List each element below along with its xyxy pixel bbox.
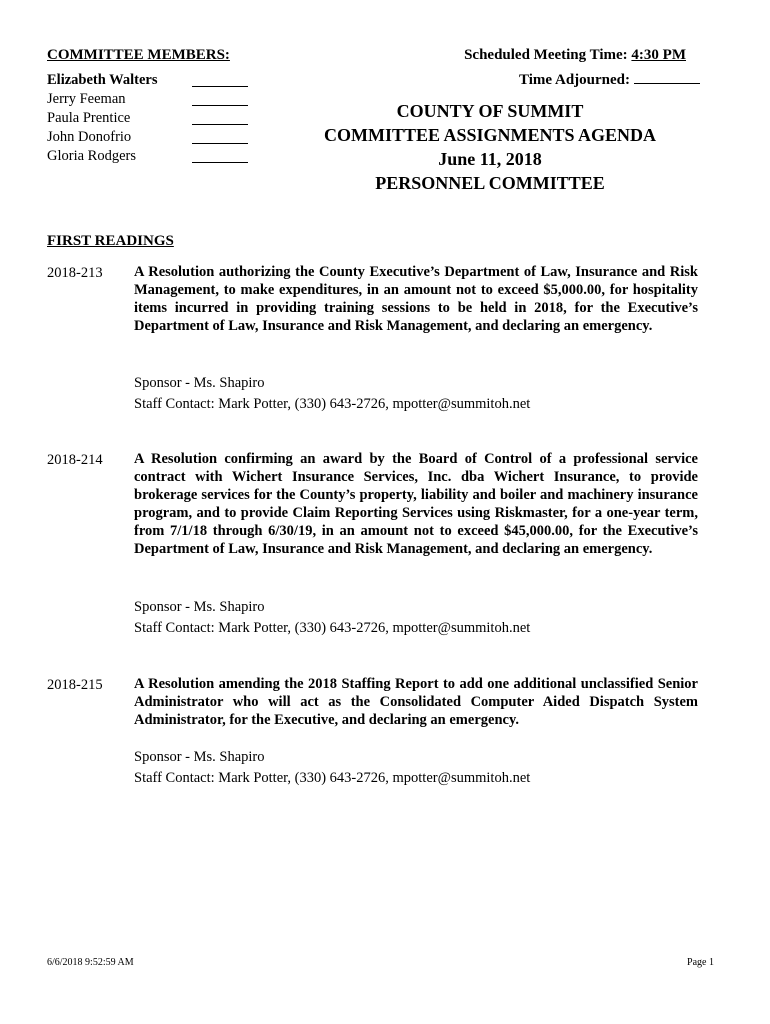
attendance-line [192, 124, 248, 125]
time-adjourned [519, 71, 700, 89]
resolution-text: A Resolution authorizing the County Executive’s Department of Law, Insurance and Risk Management, to make expenditures, in an amount not to exceed $5,000.00, for hospitality items incurred in providing training sessions to be held in 2018, for the Executive’s Department of Law, Insurance and Risk Management, and declaring an emergency. [134, 264, 698, 334]
attendance-line [192, 86, 248, 87]
resolution-sponsor-block [134, 747, 530, 789]
resolution-sponsor-block [134, 597, 530, 639]
attendance-line [192, 105, 248, 106]
resolution-text: A Resolution confirming an award by the Board of Control of a professional service contract with Wichert Insurance Services, Inc. dba Wichert Insurance, to provide brokerage services for the County’s property, liability and boiler and machinery insurance program, and to provide Claim Reporting Services using Riskmaster, for a one-year term, from 7/1/18 through 6/30/19, in an amount not to exceed $45,000.00, for the Executive’s Department of Law, Insurance and Risk Management, and declaring an emergency. [134, 451, 698, 557]
agenda-date: June 11, 2018 [438, 149, 542, 169]
member-name: Jerry Feeman [47, 91, 126, 107]
resolution-number: 2018-214 [47, 452, 103, 468]
member-row [47, 129, 257, 148]
attendance-line [192, 143, 248, 144]
page-number: Page 1 [687, 957, 714, 968]
meeting-time-value: 4:30 PM [631, 47, 686, 63]
member-name: Gloria Rodgers [47, 148, 136, 164]
committee-name: PERSONNEL COMMITTEE [375, 173, 605, 193]
committee-members-heading: COMMITTEE MEMBERS: [47, 47, 230, 63]
member-row [47, 72, 257, 91]
sponsor: Sponsor - Ms. Shapiro [134, 599, 265, 615]
member-name: Paula Prentice [47, 110, 131, 126]
county-name: COUNTY OF SUMMIT [396, 101, 584, 121]
scheduled-meeting-time [464, 47, 686, 64]
member-row [47, 110, 257, 129]
staff-contact: Staff Contact: Mark Potter, (330) 643-2726, mpotter@summitoh.net [134, 620, 531, 636]
member-row [47, 148, 257, 167]
member-name: Elizabeth Walters [47, 72, 158, 88]
resolution-number: 2018-213 [47, 265, 103, 281]
print-timestamp: 6/6/2018 9:52:59 AM [47, 957, 134, 968]
resolution-number: 2018-215 [47, 677, 103, 693]
first-readings-heading: FIRST READINGS [47, 233, 174, 249]
time-adjourned-blank [634, 71, 700, 84]
staff-contact: Staff Contact: Mark Potter, (330) 643-2726, mpotter@summitoh.net [134, 396, 531, 412]
meeting-time-label: Scheduled Meeting Time: [464, 47, 628, 63]
sponsor: Sponsor - Ms. Shapiro [134, 749, 265, 765]
agenda-title [300, 99, 680, 195]
resolution-sponsor-block [134, 373, 530, 415]
staff-contact: Staff Contact: Mark Potter, (330) 643-2726, mpotter@summitoh.net [134, 770, 531, 786]
sponsor: Sponsor - Ms. Shapiro [134, 375, 265, 391]
member-row [47, 91, 257, 110]
resolution-text: A Resolution amending the 2018 Staffing Report to add one additional unclassified Senior Administrator who will act as the Consolidated Computer Aided Dispatch System Administrator, for the Executive, and declaring an emergency. [134, 676, 698, 728]
time-adjourned-label: Time Adjourned: [519, 72, 630, 88]
attendance-line [192, 162, 248, 163]
member-name: John Donofrio [47, 129, 132, 145]
agenda-name: COMMITTEE ASSIGNMENTS AGENDA [323, 125, 657, 145]
